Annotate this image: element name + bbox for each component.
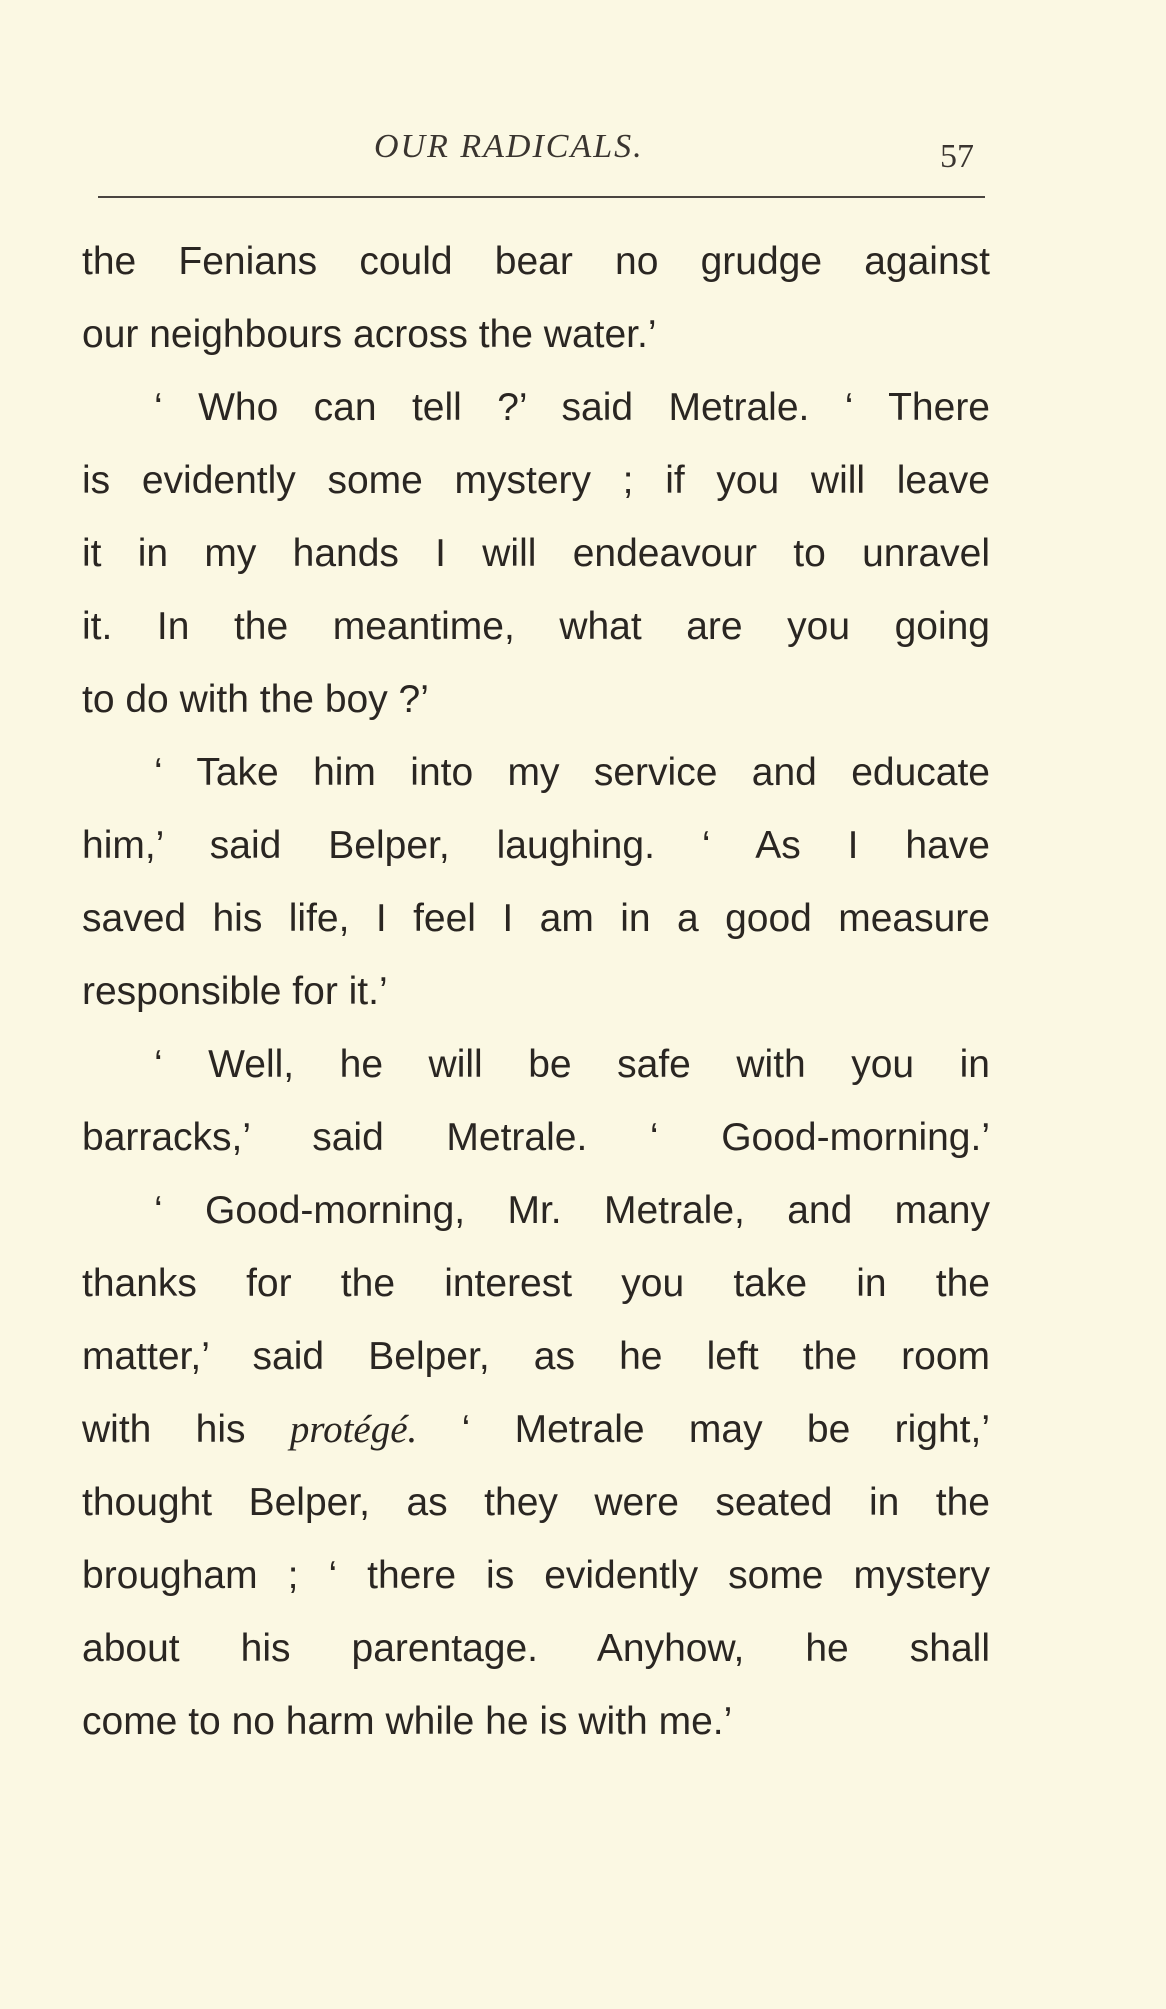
text-line: ‘ Well, he will be safe with you in: [154, 1043, 990, 1086]
body-text: [82, 225, 990, 1758]
text-line: about his parentage. Anyhow, he shall: [82, 1627, 990, 1670]
italic-word-protege: protégé.: [289, 1408, 418, 1451]
text-line: responsible for it.’: [82, 970, 388, 1013]
text-segment: with his: [82, 1408, 290, 1451]
text-line: ‘ Good-morning, Mr. Metrale, and many: [154, 1189, 990, 1232]
text-line: it. In the meantime, what are you going: [82, 605, 990, 648]
page-number: 57: [940, 138, 974, 175]
text-line: to do with the boy ?’: [82, 678, 429, 721]
text-line: brougham ; ‘ there is evidently some mystery: [82, 1554, 990, 1597]
text-line: him,’ said Belper, laughing. ‘ As I have: [82, 824, 990, 867]
text-line: barracks,’ said Metrale. ‘ Good-morning.’: [82, 1116, 990, 1159]
text-line: thanks for the interest you take in the: [82, 1262, 990, 1305]
text-segment: ‘ Metrale may be right,’: [417, 1408, 990, 1451]
text-line: ‘ Take him into my service and educate: [154, 751, 990, 794]
text-line: is evidently some mystery ; if you will leave: [82, 459, 990, 502]
text-line: thought Belper, as they were seated in the: [82, 1481, 990, 1524]
text-line: it in my hands I will endeavour to unravel: [82, 532, 990, 575]
text-line: matter,’ said Belper, as he left the room: [82, 1335, 990, 1378]
text-line-with-italic: [82, 1393, 990, 1466]
text-line: our neighbours across the water.’: [82, 313, 657, 356]
text-line: saved his life, I feel I am in a good measure: [82, 897, 990, 940]
running-title: OUR RADICALS.: [374, 128, 644, 165]
text-line: the Fenians could bear no grudge against: [82, 240, 990, 283]
header-rule: [98, 196, 985, 198]
text-line: come to no harm while he is with me.’: [82, 1700, 733, 1743]
text-line: ‘ Who can tell ?’ said Metrale. ‘ There: [154, 386, 990, 429]
